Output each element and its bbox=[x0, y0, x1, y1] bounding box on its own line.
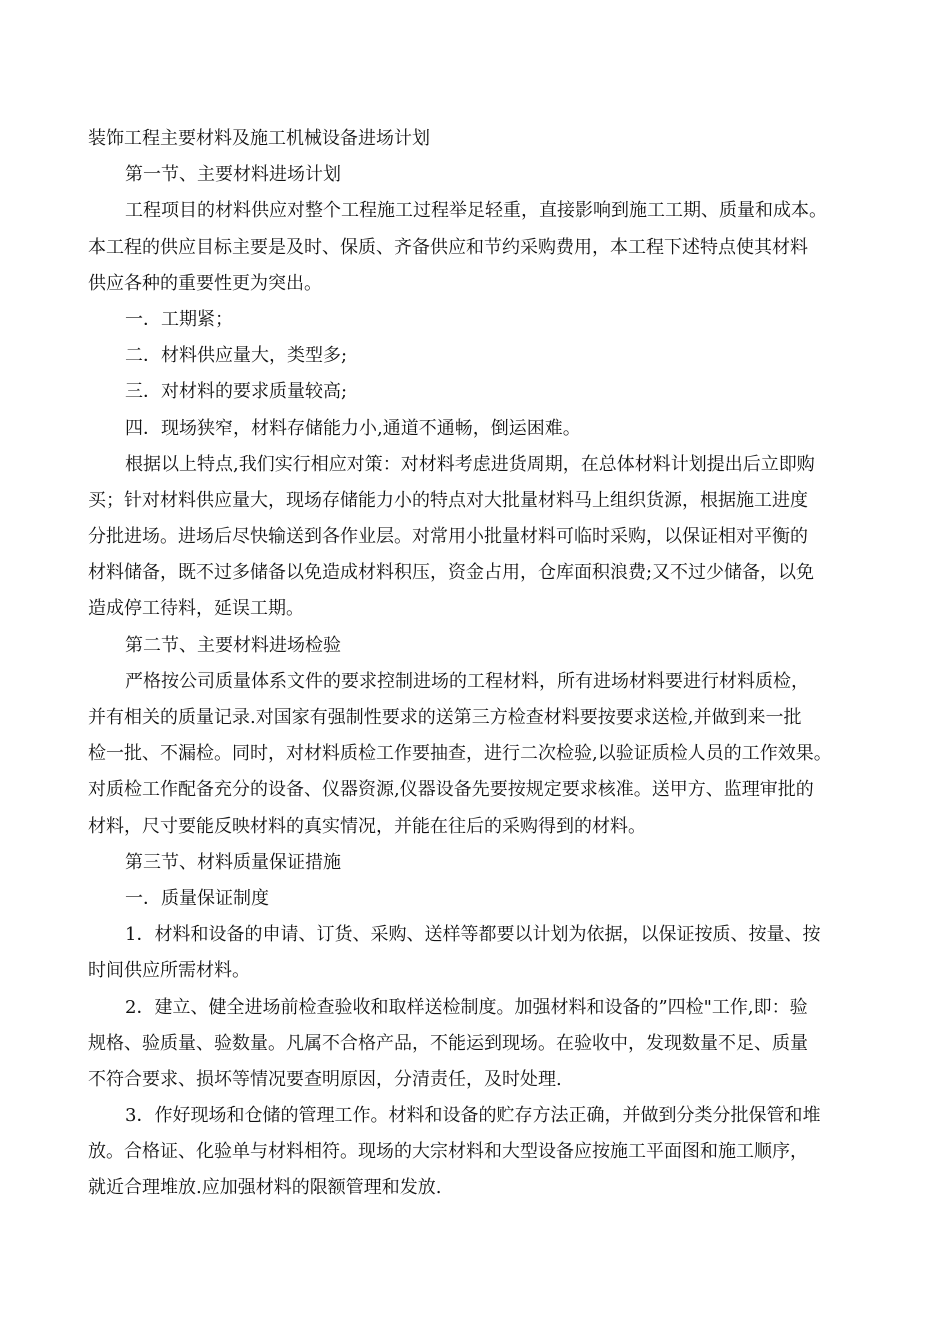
list-item: 一．工期紧； bbox=[125, 308, 233, 330]
paragraph-line: 买；针对材料供应量大，现场存储能力小的特点对大批量材料马上组织货源，根据施工进度 bbox=[88, 489, 808, 511]
paragraph-line: 分批进场。进场后尽快输送到各作业层。对常用小批量材料可临时采购，以保证相对平衡的 bbox=[88, 526, 808, 548]
numbered-item-line: 3．作好现场和仓储的管理工作。材料和设备的贮存方法正确，并做到分类分批保管和堆 bbox=[125, 1105, 821, 1127]
paragraph-line: 严格按公司质量体系文件的要求控制进场的工程材料，所有进场材料要进行材料质检， bbox=[125, 670, 809, 692]
document-title: 装饰工程主要材料及施工机械设备进场计划 bbox=[88, 128, 430, 149]
list-item: 二．材料供应量大，类型多; bbox=[125, 345, 348, 367]
paragraph-line: 对质检工作配备充分的设备、仪器资源,仪器设备先要按规定要求核准。送甲方、监理审批的 bbox=[88, 779, 814, 801]
paragraph-line: 材料储备，既不过多储备以免造成材料积压，资金占用，仓库面积浪费;又不过少储备，以免 bbox=[88, 562, 815, 584]
numbered-item-line: 放。合格证、化验单与材料相符。现场的大宗材料和大型设备应按施工平面图和施工顺序， bbox=[88, 1141, 808, 1163]
paragraph-line: 根据以上特点,我们实行相应对策：对材料考虑进货周期，在总体材料计划提出后立即购 bbox=[125, 453, 815, 475]
paragraph-line: 本工程的供应目标主要是及时、保质、齐备供应和节约采购费用，本工程下述特点使其材料 bbox=[88, 236, 808, 258]
numbered-item-line: 时间供应所需材料。 bbox=[88, 960, 250, 982]
paragraph-line: 材料，尺寸要能反映材料的真实情况，并能在往后的采购得到的材料。 bbox=[88, 815, 646, 837]
paragraph-line: 检一批、不漏检。同时，对材料质检工作要抽查，进行二次检验,以验证质检人员的工作效果。 bbox=[88, 743, 832, 765]
paragraph-line: 造成停工待料，延误工期。 bbox=[88, 598, 304, 620]
paragraph-line: 供应各种的重要性更为突出。 bbox=[88, 272, 322, 294]
paragraph-line: 工程项目的材料供应对整个工程施工过程举足轻重，直接影响到施工工期、质量和成本。 bbox=[125, 200, 827, 222]
document-page bbox=[88, 121, 908, 1207]
list-item: 四．现场狭窄，材料存储能力小,通道不通畅，倒运困难。 bbox=[125, 417, 581, 439]
section-3-heading: 第三节、材料质量保证措施 bbox=[125, 851, 341, 873]
section-3-subheading: 一．质量保证制度 bbox=[125, 887, 269, 909]
list-item: 三．对材料的要求质量较高; bbox=[125, 381, 348, 403]
paragraph-line: 并有相关的质量记录.对国家有强制性要求的送第三方检查材料要按要求送检,并做到来一批 bbox=[88, 707, 802, 728]
numbered-item-line: 规格、验质量、验数量。凡属不合格产品，不能运到现场。在验收中，发现数量不足、质量 bbox=[88, 1032, 808, 1054]
numbered-item-line: 2．建立、健全进场前检查验收和取样送检制度。加强材料和设备的”四检"工作,即：验 bbox=[125, 996, 808, 1018]
numbered-item-line: 就近合理堆放.应加强材料的限额管理和发放. bbox=[88, 1177, 442, 1199]
section-2-heading: 第二节、主要材料进场检验 bbox=[125, 634, 341, 656]
numbered-item-line: 不符合要求、损坏等情况要查明原因，分清责任，及时处理. bbox=[88, 1068, 562, 1090]
section-1-heading: 第一节、主要材料进场计划 bbox=[125, 164, 341, 186]
numbered-item-line: 1．材料和设备的申请、订货、采购、送样等都要以计划为依据，以保证按质、按量、按 bbox=[125, 924, 821, 946]
